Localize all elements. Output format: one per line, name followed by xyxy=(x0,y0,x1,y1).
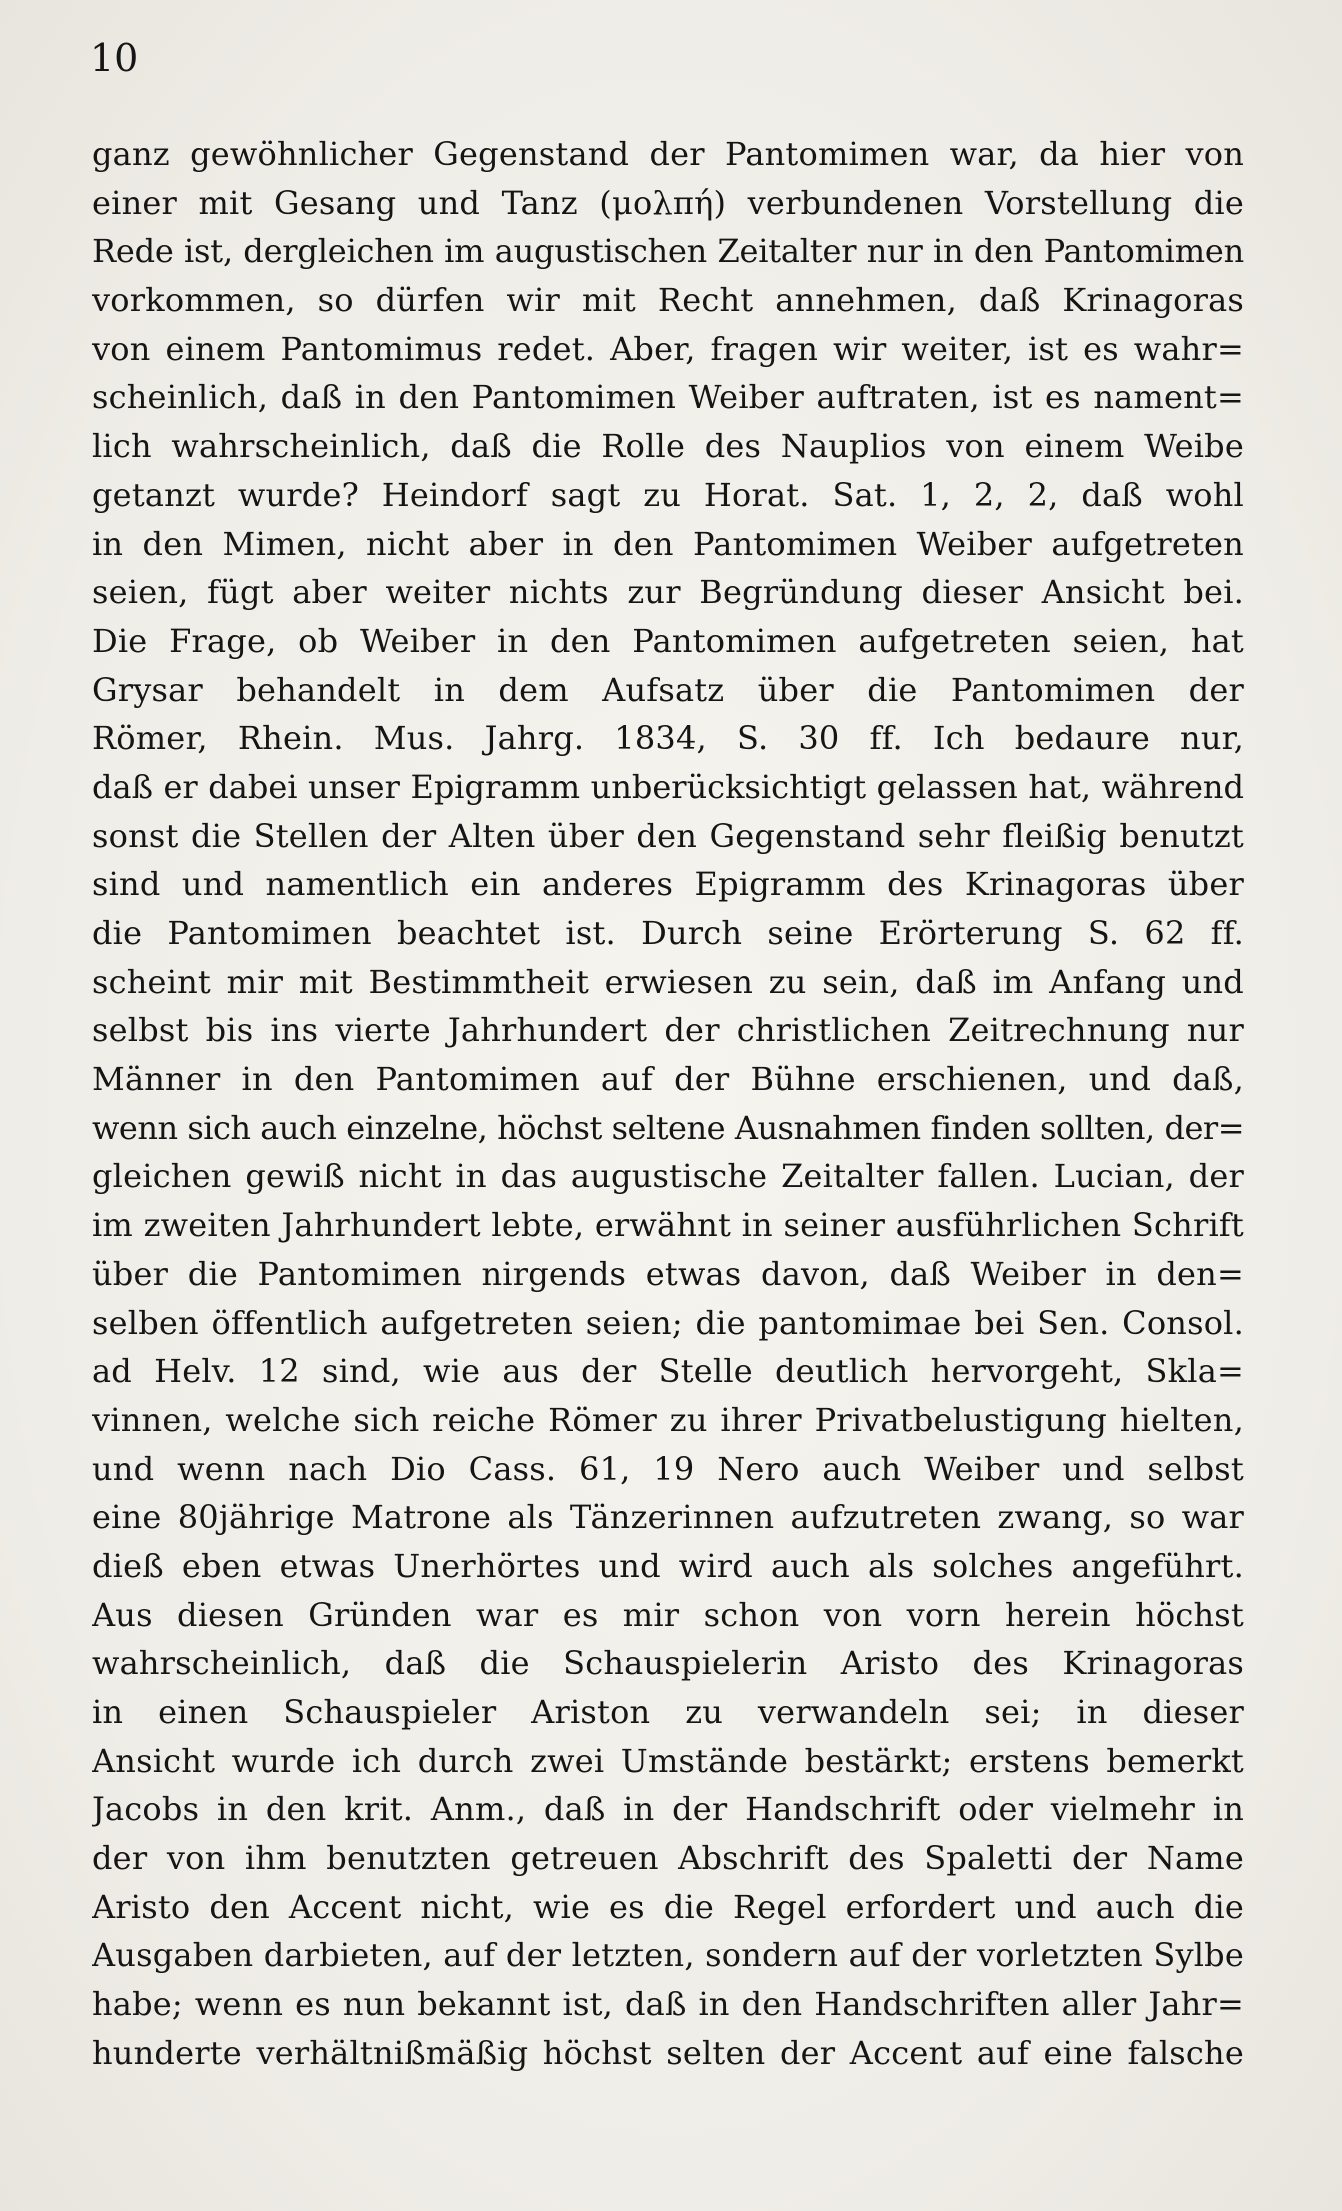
text-line: Rede ist, dergleichen im augustischen Zeitalter nur in den Pantomimen xyxy=(92,232,1244,271)
text-line: gleichen gewiß nicht in das augustische Zeitalter fallen. Lucian, der xyxy=(92,1157,1244,1196)
text-line: lich wahrscheinlich, daß die Rolle des Nauplios von einem Weibe xyxy=(92,427,1244,466)
text-line: scheint mir mit Bestimmtheit erwiesen zu sein, daß im Anfang und xyxy=(92,962,1244,1001)
text-line: sonst die Stellen der Alten über den Gegenstand sehr fleißig benutzt xyxy=(92,816,1244,855)
text-line: seien, fügt aber weiter nichts zur Begründung dieser Ansicht bei. xyxy=(92,573,1244,612)
text-line: Ausgaben darbieten, auf der letzten, sondern auf der vorletzten Sylbe xyxy=(92,1936,1244,1975)
text-line: Ansicht wurde ich durch zwei Umstände bestärkt; erstens bemerkt xyxy=(92,1741,1244,1780)
text-line: eine 80jährige Matrone als Tänzerinnen aufzutreten zwang, so war xyxy=(92,1498,1244,1537)
text-line: scheinlich, daß in den Pantomimen Weiber auftraten, ist es nament= xyxy=(92,378,1244,417)
text-line: einer mit Gesang und Tanz (μολπή) verbundenen Vorstellung die xyxy=(92,183,1244,222)
text-line: in den Mimen, nicht aber in den Pantomimen Weiber aufgetreten xyxy=(92,524,1244,563)
text-line: ganz gewöhnlicher Gegenstand der Pantomimen war, da hier von xyxy=(92,135,1244,173)
text-line: vorkommen, so dürfen wir mit Recht annehmen, daß Krinagoras xyxy=(92,281,1244,320)
text-line: Aristo den Accent nicht, wie es die Regel erfordert und auch die xyxy=(92,1887,1244,1926)
text-line: ad Helv. 12 sind, wie aus der Stelle deutlich hervorgeht, Skla= xyxy=(92,1352,1244,1391)
text-line: sind und namentlich ein anderes Epigramm des Krinagoras über xyxy=(92,865,1244,904)
text-line: daß er dabei unser Epigramm unberücksichtigt gelassen hat, während xyxy=(92,767,1244,806)
text-line: vinnen, welche sich reiche Römer zu ihrer Privatbelustigung hielten, xyxy=(92,1400,1244,1439)
text-line: dieß eben etwas Unerhörtes und wird auch als solches angeführt. xyxy=(92,1546,1244,1585)
text-line: selben öffentlich aufgetreten seien; die pantomimae bei Sen. Consol. xyxy=(92,1303,1244,1342)
text-line: Aus diesen Gründen war es mir schon von vorn herein höchst xyxy=(92,1595,1244,1634)
page-number: 10 xyxy=(90,36,139,80)
text-line: Männer in den Pantomimen auf der Bühne erschienen, und daß, xyxy=(92,1060,1244,1099)
text-line: im zweiten Jahrhundert lebte, erwähnt in seiner ausführlichen Schrift xyxy=(92,1206,1244,1245)
text-line: Jacobs in den krit. Anm., daß in der Handschrift oder vielmehr in xyxy=(92,1790,1244,1829)
text-line: Grysar behandelt in dem Aufsatz über die Pantomimen der xyxy=(92,670,1244,709)
text-line: von einem Pantomimus redet. Aber, fragen wir weiter, ist es wahr= xyxy=(92,329,1244,368)
text-line: hunderte verhältnißmäßig höchst selten der Accent auf eine falsche xyxy=(92,2033,1244,2072)
text-line: habe; wenn es nun bekannt ist, daß in den Handschriften aller Jahr= xyxy=(92,1985,1244,2024)
text-line: über die Pantomimen nirgends etwas davon, daß Weiber in den= xyxy=(92,1254,1244,1293)
text-line: getanzt wurde? Heindorf sagt zu Horat. Sat. 1, 2, 2, daß wohl xyxy=(92,475,1244,514)
body-text xyxy=(92,130,1244,2078)
text-line: Die Frage, ob Weiber in den Pantomimen aufgetreten seien, hat xyxy=(92,621,1244,660)
text-line: der von ihm benutzten getreuen Abschrift des Spaletti der Name xyxy=(92,1839,1244,1878)
text-line: selbst bis ins vierte Jahrhundert der christlichen Zeitrechnung nur xyxy=(92,1011,1244,1050)
text-line: in einen Schauspieler Ariston zu verwandeln sei; in dieser xyxy=(92,1693,1244,1731)
text-line: und wenn nach Dio Cass. 61, 19 Nero auch Weiber und selbst xyxy=(92,1449,1244,1488)
text-line: Römer, Rhein. Mus. Jahrg. 1834, S. 30 ff. Ich bedaure nur, xyxy=(92,719,1244,758)
text-line: wenn sich auch einzelne, höchst seltene Ausnahmen finden sollten, der= xyxy=(92,1108,1244,1147)
text-line: wahrscheinlich, daß die Schauspielerin Aristo des Krinagoras xyxy=(92,1644,1244,1683)
text-line: die Pantomimen beachtet ist. Durch seine Erörterung S. 62 ff. xyxy=(92,914,1244,952)
